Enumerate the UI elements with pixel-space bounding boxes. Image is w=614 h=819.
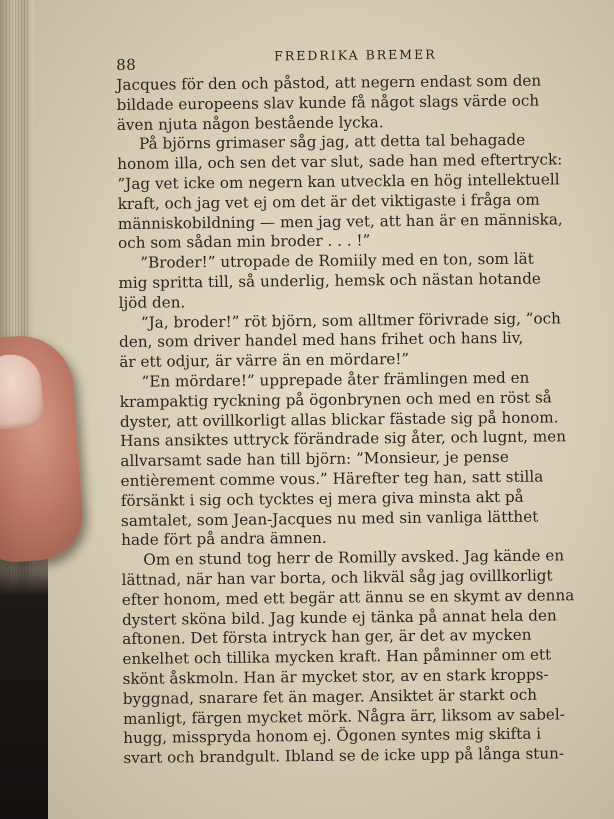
- text-line: Om en stund tog herr de Romilly avsked. Jag kände en: [143, 546, 565, 569]
- text-line: skönt åskmoln. Han är mycket stor, av en stark kropps-: [122, 665, 549, 688]
- text-line: ”En mördare!” upprepade åter främlingen med en: [141, 368, 530, 391]
- text-line: försänkt i sig och tycktes ej mera giva minsta akt på: [120, 487, 524, 510]
- text-line: krampaktig ryckning på ögonbrynen och med en röst så: [119, 388, 552, 411]
- text-line: även njuta någon bestående lycka.: [116, 112, 384, 134]
- text-line: manligt, färgen mycket mörk. Några ärr, liksom av sabel-: [122, 704, 565, 728]
- running-head: FREDRIKA BREMER: [274, 46, 437, 64]
- text-line: ljöd den.: [118, 293, 186, 312]
- text-line: entièrement comme vous.” Härefter teg han, satt stilla: [120, 467, 544, 490]
- paragraph: [117, 131, 584, 255]
- text-line: Jacques för den och påstod, att negern endast som den: [116, 71, 542, 94]
- paragraph: [118, 249, 585, 313]
- text-line: På björns grimaser såg jag, att detta tal behagade: [138, 131, 526, 154]
- thumbnail-nail: [0, 353, 45, 431]
- text-line: är ett odjur, är värre än en mördare!”: [119, 350, 410, 372]
- text-line: ”Broder!” utropade de Romiily med en ton, som lät: [140, 249, 534, 272]
- dark-background: [0, 540, 48, 819]
- text-line: mig spritta till, så underlig, hemsk och nästan hotande: [118, 269, 541, 292]
- page-number: 88: [116, 55, 137, 74]
- paragraph: [121, 546, 589, 769]
- text-line: Hans ansiktes uttryck förändrade sig åter, och lugnt, men: [120, 427, 567, 451]
- text-line: kraft, och jag vet ej om det är det viktigaste i fråga om: [117, 190, 540, 213]
- text-line: den, som driver handel med hans frihet och hans liv,: [119, 329, 524, 352]
- text-line: hade fört på andra ämnen.: [121, 529, 327, 550]
- text-line: människobildning — men jag vet, att han är en människa,: [117, 209, 563, 233]
- paragraph: [119, 309, 586, 373]
- text-line: enkelhet och tillika mycken kraft. Han påminner om ett: [122, 645, 552, 669]
- text-line: dyster, att ovillkorligt allas blickar fästade sig på honom.: [119, 407, 559, 431]
- text-line: efter honom, med ett begär att ännu se en skymt av denna: [121, 585, 575, 609]
- thumb: [0, 333, 86, 565]
- text-line: honom illa, och sen det var slut, sade han med eftertryck:: [117, 150, 563, 174]
- text-line: aftonen. Det första intryck han ger, är det av mycken: [122, 625, 532, 649]
- text-line: ”Jag vet icke om negern kan utveckla en hög intellektuell: [117, 170, 560, 193]
- paragraph: [119, 368, 587, 551]
- page-header: [116, 41, 582, 76]
- book-page: [116, 41, 590, 769]
- text-line: dystert sköna bild. Jag kunde ej tänka på annat hela den: [121, 605, 557, 629]
- paragraph: [116, 71, 583, 135]
- text-line: ”Ja, broder!” röt björn, som alltmer förivrade sig, ”och: [140, 308, 561, 332]
- text-line: bildade europeens slav kunde få något slags värde och: [116, 91, 540, 114]
- text-line: byggnad, snarare fet än mager. Ansiktet är starkt och: [122, 685, 538, 708]
- text-line: hugg, misspryda honom ej. Ögonen syntes mig skifta i: [123, 724, 542, 748]
- text-line: allvarsamt sade han till björn: ”Monsieur, je pense: [120, 448, 509, 471]
- text-line: och som sådan min broder . . . !”: [117, 231, 371, 253]
- text-line: svart och brandgult. Ibland se de icke upp på långa stun-: [123, 744, 565, 768]
- text-line: samtalet, som Jean-Jacques nu med sin vanliga lätthet: [120, 507, 539, 530]
- text-line: lättnad, när han var borta, och likväl såg jag ovillkorligt: [121, 566, 553, 589]
